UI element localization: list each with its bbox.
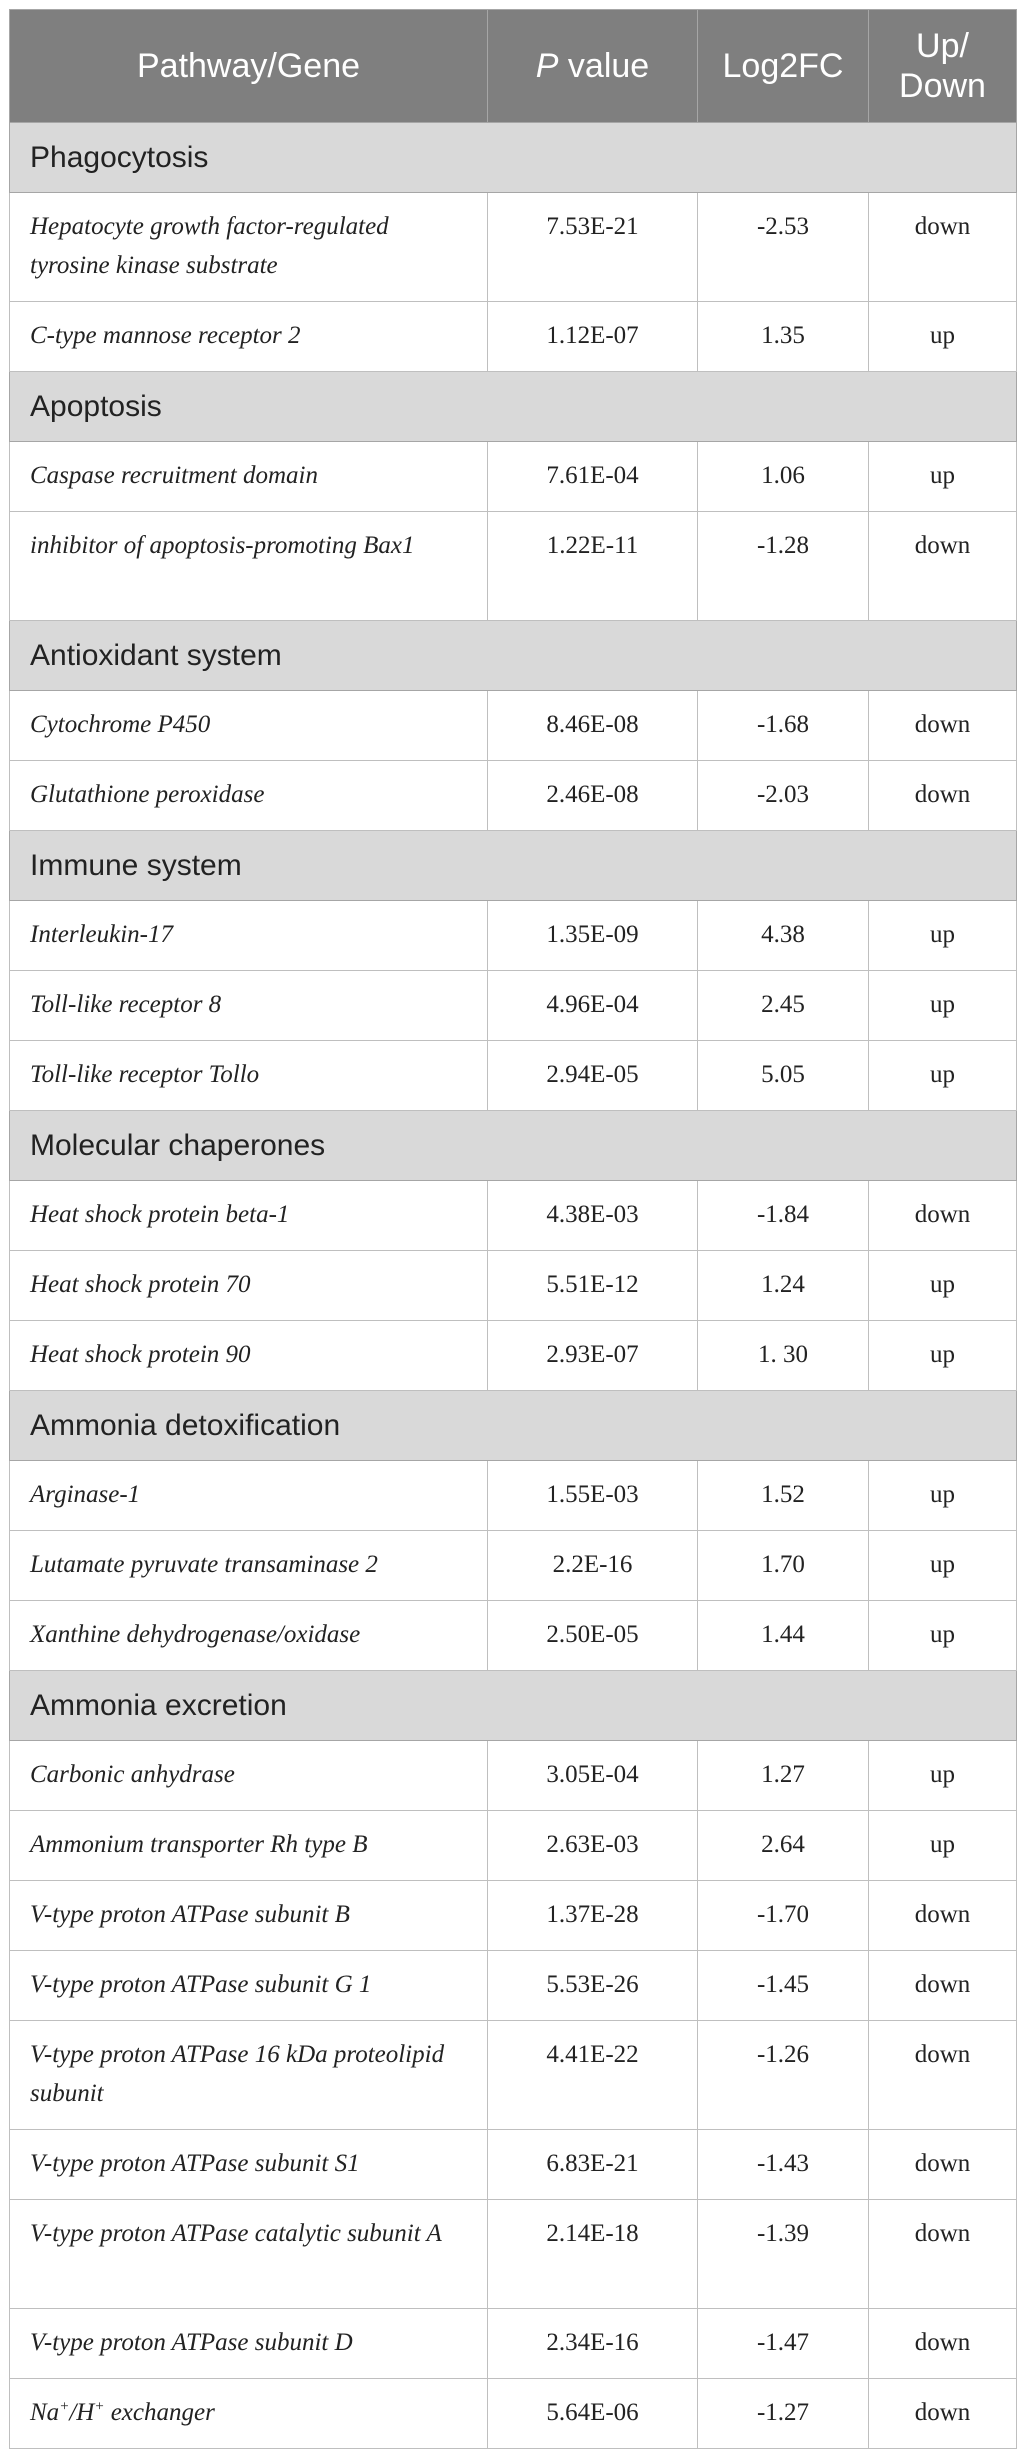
p-value-cell: 1.55E-03 (488, 1461, 698, 1531)
table-row (10, 193, 1017, 302)
gene-name-cell: V-type proton ATPase subunit S1 (10, 2130, 488, 2200)
gene-name-cell (10, 2379, 488, 2449)
section-title: Ammonia excretion (10, 1671, 1017, 1741)
header-p-rest: value (558, 47, 650, 85)
p-value-cell: 7.61E-04 (488, 442, 698, 512)
log2fc-cell: -2.53 (698, 193, 869, 302)
gene-name-cell: V-type proton ATPase catalytic subunit A (10, 2200, 488, 2309)
direction-cell: up (869, 1041, 1017, 1111)
p-value-cell: 1.22E-11 (488, 512, 698, 621)
p-value-cell: 1.12E-07 (488, 302, 698, 372)
direction-cell: down (869, 761, 1017, 831)
p-value-cell: 3.05E-04 (488, 1741, 698, 1811)
direction-cell: up (869, 1531, 1017, 1601)
p-value-cell: 1.35E-09 (488, 901, 698, 971)
table-row (10, 2130, 1017, 2200)
section-row (10, 831, 1017, 901)
table-row (10, 2309, 1017, 2379)
gene-name-cell: Carbonic anhydrase (10, 1741, 488, 1811)
gene-name-cell: Heat shock protein 90 (10, 1321, 488, 1391)
gene-name-cell: Arginase-1 (10, 1461, 488, 1531)
gene-name-cell: Interleukin-17 (10, 901, 488, 971)
log2fc-cell: 1.27 (698, 1741, 869, 1811)
p-value-cell: 7.53E-21 (488, 193, 698, 302)
p-value-cell: 8.46E-08 (488, 691, 698, 761)
log2fc-cell: 4.38 (698, 901, 869, 971)
direction-cell: down (869, 2130, 1017, 2200)
p-value-cell: 2.34E-16 (488, 2309, 698, 2379)
gene-name-cell: Toll-like receptor 8 (10, 971, 488, 1041)
gene-name-cell: V-type proton ATPase 16 kDa proteolipid subunit (10, 2021, 488, 2130)
log2fc-cell: 2.45 (698, 971, 869, 1041)
log2fc-cell: -1.28 (698, 512, 869, 621)
log2fc-cell: -1.45 (698, 1951, 869, 2021)
gene-name-cell: Heat shock protein beta-1 (10, 1181, 488, 1251)
table-row (10, 1951, 1017, 2021)
section-row (10, 123, 1017, 193)
table-row (10, 1181, 1017, 1251)
log2fc-cell: -1.39 (698, 2200, 869, 2309)
section-row (10, 372, 1017, 442)
section-title: Phagocytosis (10, 123, 1017, 193)
gene-name-cell: Ammonium transporter Rh type B (10, 1811, 488, 1881)
direction-cell: down (869, 1181, 1017, 1251)
table-row (10, 1041, 1017, 1111)
gene-name-part: exchanger (104, 2399, 215, 2426)
superscript-charge: + (59, 2398, 70, 2415)
table-body (10, 123, 1017, 2449)
table-row (10, 1531, 1017, 1601)
p-value-cell: 4.96E-04 (488, 971, 698, 1041)
section-row (10, 621, 1017, 691)
direction-cell: down (869, 2021, 1017, 2130)
direction-cell: down (869, 1881, 1017, 1951)
direction-cell: up (869, 1741, 1017, 1811)
p-value-cell: 2.46E-08 (488, 761, 698, 831)
p-value-cell: 5.51E-12 (488, 1251, 698, 1321)
log2fc-cell: 1.70 (698, 1531, 869, 1601)
table-row (10, 901, 1017, 971)
section-title: Molecular chaperones (10, 1111, 1017, 1181)
p-value-cell: 6.83E-21 (488, 2130, 698, 2200)
section-row (10, 1391, 1017, 1461)
gene-name-cell: Xanthine dehydrogenase/oxidase (10, 1601, 488, 1671)
gene-name-cell: C-type mannose receptor 2 (10, 302, 488, 372)
p-value-cell: 1.37E-28 (488, 1881, 698, 1951)
table-row (10, 1251, 1017, 1321)
gene-name-part: Na (30, 2399, 60, 2426)
direction-cell: up (869, 901, 1017, 971)
p-value-cell: 4.41E-22 (488, 2021, 698, 2130)
table-row (10, 2200, 1017, 2309)
table-header (10, 10, 1017, 123)
section-title: Immune system (10, 831, 1017, 901)
header-p-value (488, 10, 698, 123)
p-value-cell: 2.63E-03 (488, 1811, 698, 1881)
p-value-cell: 4.38E-03 (488, 1181, 698, 1251)
log2fc-cell: 1.24 (698, 1251, 869, 1321)
direction-cell: up (869, 1461, 1017, 1531)
table-row (10, 1741, 1017, 1811)
p-value-cell: 2.93E-07 (488, 1321, 698, 1391)
table-row (10, 2021, 1017, 2130)
log2fc-cell: 1. 30 (698, 1321, 869, 1391)
log2fc-cell: -1.27 (698, 2379, 869, 2449)
log2fc-cell: 5.05 (698, 1041, 869, 1111)
p-value-cell: 2.14E-18 (488, 2200, 698, 2309)
table-row (10, 512, 1017, 621)
direction-cell: up (869, 1811, 1017, 1881)
log2fc-cell: 2.64 (698, 1811, 869, 1881)
section-row (10, 1671, 1017, 1741)
direction-cell: down (869, 691, 1017, 761)
table-row (10, 442, 1017, 512)
table-row (10, 1601, 1017, 1671)
gene-name-cell: inhibitor of apoptosis-promoting Bax1 (10, 512, 488, 621)
section-title: Antioxidant system (10, 621, 1017, 691)
gene-name-cell: Caspase recruitment domain (10, 442, 488, 512)
log2fc-cell: 1.44 (698, 1601, 869, 1671)
log2fc-cell: -1.70 (698, 1881, 869, 1951)
p-value-cell: 5.64E-06 (488, 2379, 698, 2449)
direction-cell: down (869, 2200, 1017, 2309)
direction-cell: up (869, 302, 1017, 372)
log2fc-cell: -1.43 (698, 2130, 869, 2200)
p-value-cell: 2.94E-05 (488, 1041, 698, 1111)
p-value-cell: 2.2E-16 (488, 1531, 698, 1601)
gene-name-cell: Glutathione peroxidase (10, 761, 488, 831)
gene-name-cell: V-type proton ATPase subunit D (10, 2309, 488, 2379)
direction-cell: up (869, 971, 1017, 1041)
gene-name-cell: Toll-like receptor Tollo (10, 1041, 488, 1111)
log2fc-cell: -1.26 (698, 2021, 869, 2130)
p-value-cell: 5.53E-26 (488, 1951, 698, 2021)
section-title: Apoptosis (10, 372, 1017, 442)
gene-name-part: /H (69, 2399, 95, 2426)
header-up-down: Up/ Down (869, 10, 1017, 123)
header-pathway-gene: Pathway/Gene (10, 10, 488, 123)
direction-cell: down (869, 2309, 1017, 2379)
gene-expression-table (9, 9, 1017, 2449)
direction-cell: down (869, 1951, 1017, 2021)
direction-cell: up (869, 1251, 1017, 1321)
section-row (10, 1111, 1017, 1181)
gene-name-cell: V-type proton ATPase subunit G 1 (10, 1951, 488, 2021)
gene-name-cell: V-type proton ATPase subunit B (10, 1881, 488, 1951)
table-row (10, 2379, 1017, 2449)
log2fc-cell: -1.84 (698, 1181, 869, 1251)
gene-name-cell: Lutamate pyruvate transaminase 2 (10, 1531, 488, 1601)
log2fc-cell: 1.06 (698, 442, 869, 512)
direction-cell: down (869, 193, 1017, 302)
superscript-charge: + (94, 2398, 105, 2415)
log2fc-cell: 1.52 (698, 1461, 869, 1531)
gene-name-cell: Cytochrome P450 (10, 691, 488, 761)
table-row (10, 761, 1017, 831)
log2fc-cell: -1.47 (698, 2309, 869, 2379)
table-row (10, 1881, 1017, 1951)
direction-cell: up (869, 442, 1017, 512)
table-row (10, 1321, 1017, 1391)
log2fc-cell: 1.35 (698, 302, 869, 372)
log2fc-cell: -2.03 (698, 761, 869, 831)
header-row (10, 10, 1017, 123)
table-row (10, 971, 1017, 1041)
log2fc-cell: -1.68 (698, 691, 869, 761)
direction-cell: up (869, 1601, 1017, 1671)
header-log2fc: Log2FC (698, 10, 869, 123)
direction-cell: down (869, 512, 1017, 621)
table-row (10, 691, 1017, 761)
p-value-cell: 2.50E-05 (488, 1601, 698, 1671)
gene-name-cell: Hepatocyte growth factor-regulated tyrosine kinase substrate (10, 193, 488, 302)
gene-name-cell: Heat shock protein 70 (10, 1251, 488, 1321)
direction-cell: down (869, 2379, 1017, 2449)
table-row (10, 1461, 1017, 1531)
table-row (10, 1811, 1017, 1881)
table-row (10, 302, 1017, 372)
direction-cell: up (869, 1321, 1017, 1391)
header-p-italic: P (535, 47, 559, 85)
section-title: Ammonia detoxification (10, 1391, 1017, 1461)
